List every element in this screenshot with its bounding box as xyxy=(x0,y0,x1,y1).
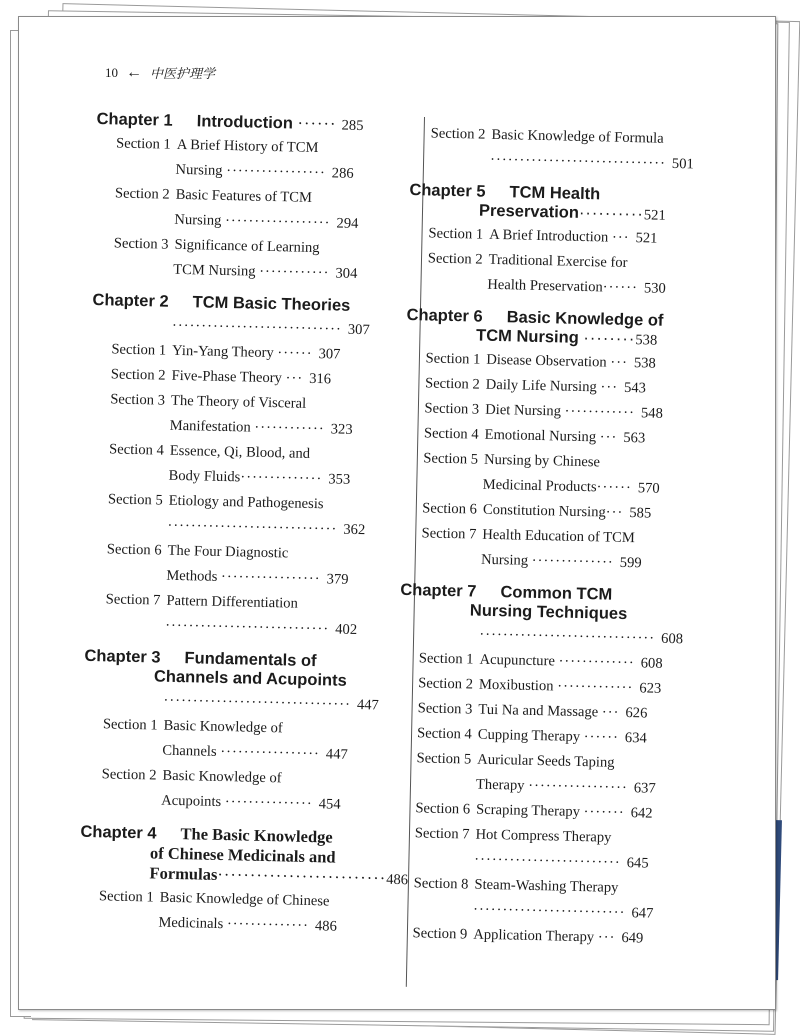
toc-entry: ······························ 608 xyxy=(479,626,684,648)
toc-entry: Section 2 Daily Life Nursing ··· 543 xyxy=(424,375,647,397)
toc-entry: Section 4 Emotional Nursing ··· 563 xyxy=(423,425,646,447)
toc-entry: Section 1 A Brief History of TCM Nursing ················· 286 xyxy=(115,135,354,182)
arrow-left-icon: ← xyxy=(126,63,142,81)
chapter-4-heading: Chapter 4 The Basic Knowledge of Chinese Medicinals and Formulas··························486 xyxy=(80,822,409,889)
toc-entry: Section 3 Diet Nursing ············ 548 xyxy=(424,400,664,422)
toc-entry: Section 1 Disease Observation ··· 538 xyxy=(425,350,656,372)
toc-entry: Section 3 The Theory of Visceral Manifestation ············ 323 xyxy=(110,391,353,438)
toc-entry: Section 1 Acupuncture ············· 608 xyxy=(418,650,663,672)
toc-entry: Section 5 Auricular Seeds Taping Therapy ················· 637 xyxy=(416,750,656,797)
page-header xyxy=(105,63,215,82)
toc-entry: Section 9 Application Therapy ··· 649 xyxy=(412,925,644,947)
toc-entry: Section 7 Health Education of TCM Nursing ·············· 599 xyxy=(421,525,642,572)
toc-entry: Section 5 Etiology and Pathogenesis ····························· 362 xyxy=(107,491,366,539)
toc-left-column xyxy=(78,103,407,941)
toc-entry: Section 1 A Brief Introduction ··· 521 xyxy=(428,225,658,247)
toc-entry: Section 2 Basic Knowledge of Acupoints ··············· 454 xyxy=(101,766,341,813)
toc-entry: Section 1 Basic Knowledge of Channels ················· 447 xyxy=(102,716,348,763)
book-page xyxy=(18,16,776,1010)
toc-entry: Section 2 Traditional Exercise for Health Preservation······ 530 xyxy=(427,250,667,297)
chapter-2-heading: Chapter 2 TCM Basic Theories xyxy=(92,290,351,315)
toc-entry: Section 6 Constitution Nursing··· 585 xyxy=(422,500,652,522)
chapter-7-heading: Chapter 7 Common TCM Nursing Techniques xyxy=(400,580,628,624)
chapter-6-heading: Chapter 6 Basic Knowledge of TCM Nursing ········538 xyxy=(406,305,664,349)
toc-entry: Section 6 The Four Diagnostic Methods ················· 379 xyxy=(106,541,349,588)
toc-entry: Section 2 Basic Features of TCM Nursing ·················· 294 xyxy=(114,185,359,232)
toc-right-column xyxy=(392,121,701,952)
toc-entry: Section 3 Significance of Learning TCM Nursing ············ 304 xyxy=(113,235,358,282)
toc-entry: Section 7 Pattern Differentiation ···························· 402 xyxy=(105,591,358,639)
toc-entry: Section 1 Basic Knowledge of Chinese Medicinals ·············· 486 xyxy=(98,888,338,935)
toc-entry: Section 2 Basic Knowledge of Formula ······························ 501 xyxy=(430,125,694,173)
toc-entry: Section 4 Cupping Therapy ······ 634 xyxy=(416,725,647,747)
toc-entry: Section 1 Yin-Yang Theory ······ 307 xyxy=(111,341,341,363)
page-number: 10 xyxy=(105,64,118,80)
toc-entry: ································ 447 xyxy=(163,692,379,714)
toc-entry: Section 8 Steam-Washing Therapy ·························· 647 xyxy=(413,875,654,922)
toc-entry: Section 7 Hot Compress Therapy ························· 645 xyxy=(414,825,649,872)
toc-entry: Section 2 Five-Phase Theory ··· 316 xyxy=(110,366,332,388)
chapter-1-heading: Chapter 1 Introduction ······ 285 xyxy=(96,109,364,135)
toc-entry: Section 3 Tui Na and Massage ··· 626 xyxy=(417,700,648,722)
chapter-5-heading: Chapter 5 TCM Health Preservation··········521 xyxy=(409,180,666,224)
running-title: 中医护理学 xyxy=(150,66,216,81)
toc-entry: Section 6 Scraping Therapy ······· 642 xyxy=(415,800,653,822)
toc-entry: ····························· 307 xyxy=(171,317,370,339)
chapter-3-heading: Chapter 3 Fundamentals of Channels and Acupoints xyxy=(84,646,347,690)
toc-entry: Section 4 Essence, Qi, Blood, and Body Fluids·············· 353 xyxy=(108,441,351,488)
toc-entry: Section 2 Moxibustion ············· 623 xyxy=(418,675,662,697)
toc-entry: Section 5 Nursing by Chinese Medicinal Products······ 570 xyxy=(423,450,660,497)
